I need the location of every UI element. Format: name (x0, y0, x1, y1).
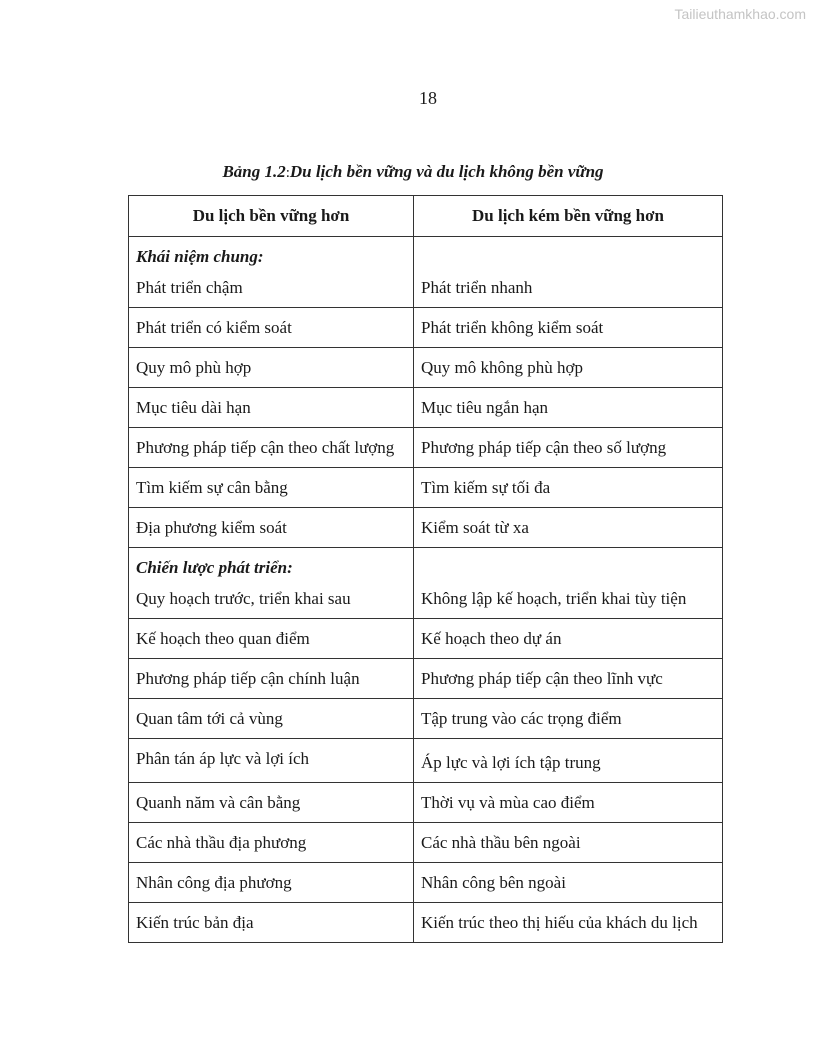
cell-sustainable: Phương pháp tiếp cận theo chất lượng (129, 428, 414, 468)
section-cell-right (414, 548, 723, 619)
section-row-development-strategy (129, 548, 723, 619)
table-row (129, 508, 723, 548)
cell-less-sustainable: Kế hoạch theo dự án (414, 619, 723, 659)
cell-sustainable: Phương pháp tiếp cận chính luận (129, 659, 414, 699)
cell-sustainable: Địa phương kiểm soát (129, 508, 414, 548)
table-row (129, 783, 723, 823)
cell-less-sustainable: Các nhà thầu bên ngoài (414, 823, 723, 863)
cell-less-sustainable: Phương pháp tiếp cận theo lĩnh vực (414, 659, 723, 699)
caption-label: Bảng 1.2 (222, 162, 286, 181)
cell-less-sustainable: Áp lực và lợi ích tập trung (414, 739, 723, 783)
section-first-left: Quy hoạch trước, triển khai sau (136, 589, 351, 608)
section-cell-right (414, 237, 723, 308)
cell-sustainable: Phát triển có kiểm soát (129, 308, 414, 348)
table-row (129, 308, 723, 348)
cell-sustainable: Phân tán áp lực và lợi ích (129, 739, 414, 783)
table-row (129, 699, 723, 739)
cell-less-sustainable: Quy mô không phù hợp (414, 348, 723, 388)
cell-sustainable: Tìm kiếm sự cân bằng (129, 468, 414, 508)
table-row (129, 428, 723, 468)
header-sustainable: Du lịch bền vững hơn (129, 196, 414, 237)
section-spacer (421, 241, 715, 272)
cell-less-sustainable: Thời vụ và mùa cao điểm (414, 783, 723, 823)
cell-sustainable: Quy mô phù hợp (129, 348, 414, 388)
cell-sustainable: Các nhà thầu địa phương (129, 823, 414, 863)
table-caption (0, 162, 816, 182)
table-row (129, 388, 723, 428)
section-title-development-strategy: Chiến lược phát triển: (136, 558, 293, 577)
section-first-right: Không lập kế hoạch, triển khai tùy tiện (421, 589, 687, 608)
table-row (129, 619, 723, 659)
cell-less-sustainable: Kiểm soát từ xa (414, 508, 723, 548)
cell-sustainable: Quanh năm và cân bằng (129, 783, 414, 823)
comparison-table (128, 195, 723, 943)
cell-less-sustainable: Nhân công bên ngoài (414, 863, 723, 903)
cell-sustainable: Nhân công địa phương (129, 863, 414, 903)
header-row (129, 196, 723, 237)
cell-less-sustainable: Phát triển không kiểm soát (414, 308, 723, 348)
table-row (129, 823, 723, 863)
section-cell-left (129, 237, 414, 308)
table-row (129, 903, 723, 943)
cell-less-sustainable: Tìm kiếm sự tối đa (414, 468, 723, 508)
caption-separator: : (285, 165, 290, 181)
cell-sustainable: Mục tiêu dài hạn (129, 388, 414, 428)
cell-less-sustainable: Phương pháp tiếp cận theo số lượng (414, 428, 723, 468)
watermark: Tailieuthamkhao.com (674, 6, 806, 22)
cell-less-sustainable: Tập trung vào các trọng điểm (414, 699, 723, 739)
cell-less-sustainable: Kiến trúc theo thị hiếu của khách du lịch (414, 903, 723, 943)
cell-sustainable: Kế hoạch theo quan điểm (129, 619, 414, 659)
table-body (129, 237, 723, 943)
cell-less-sustainable: Mục tiêu ngắn hạn (414, 388, 723, 428)
cell-sustainable: Kiến trúc bản địa (129, 903, 414, 943)
table-row (129, 659, 723, 699)
section-spacer (421, 552, 715, 583)
header-less-sustainable: Du lịch kém bền vững hơn (414, 196, 723, 237)
caption-title: Du lịch bền vững và du lịch không bền vững (289, 162, 604, 181)
section-row-general-concept (129, 237, 723, 308)
page-number: 18 (419, 88, 437, 108)
table-row (129, 348, 723, 388)
section-cell-left (129, 548, 414, 619)
section-first-right: Phát triển nhanh (421, 278, 533, 297)
section-first-left: Phát triển chậm (136, 278, 243, 297)
section-title-general-concept: Khái niệm chung: (136, 247, 264, 266)
table-row (129, 863, 723, 903)
table-row (129, 739, 723, 783)
table-row (129, 468, 723, 508)
cell-sustainable: Quan tâm tới cả vùng (129, 699, 414, 739)
